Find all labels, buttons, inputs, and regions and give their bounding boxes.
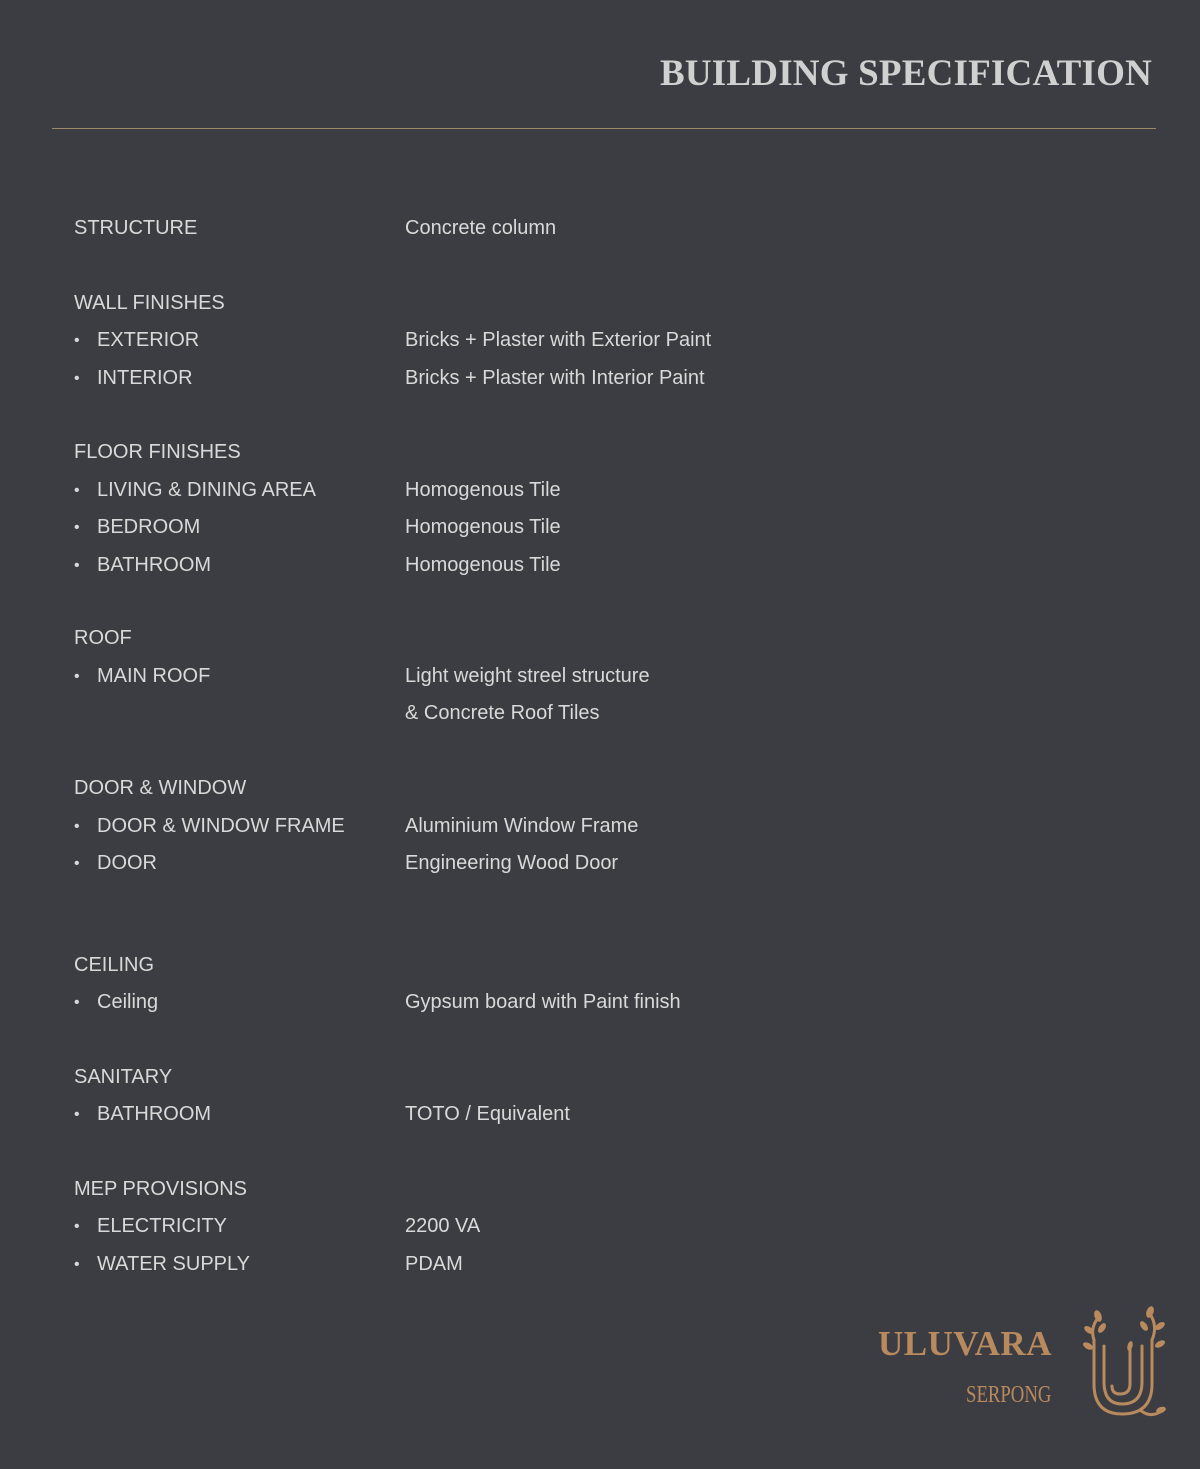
spec-value: Light weight streel structure — [405, 664, 650, 687]
spec-item — [74, 322, 1074, 360]
spec-value: Homogenous Tile — [405, 516, 561, 538]
spec-item — [74, 1208, 1074, 1246]
spec-item-label: BATHROOM — [97, 1103, 212, 1125]
section-floor-finishes — [74, 434, 1074, 584]
spec-value: Gypsum board with Paint finish — [405, 991, 681, 1013]
bullet-icon: • — [74, 667, 80, 685]
spec-item-label: INTERIOR — [97, 366, 193, 389]
spec-item — [74, 1246, 1074, 1284]
spec-value: Concrete column — [405, 217, 557, 239]
spec-item-label: DOOR & WINDOW FRAME — [97, 814, 345, 837]
spec-value: Bricks + Plaster with Exterior Paint — [405, 329, 712, 351]
spec-value: Homogenous Tile — [405, 553, 561, 576]
spec-item — [74, 845, 1074, 883]
spec-item-label: BATHROOM — [97, 553, 212, 576]
spec-item — [74, 1096, 1074, 1134]
bullet-icon: • — [74, 556, 80, 574]
section-heading: DOOR & WINDOW — [74, 777, 247, 799]
spec-value-line2: & Concrete Roof Tiles — [405, 702, 600, 724]
section-ceiling — [74, 947, 1074, 1022]
section-heading-row — [74, 620, 1074, 658]
section-heading: MEP PROVISIONS — [74, 1177, 248, 1200]
spec-item — [74, 984, 1074, 1022]
section-heading-row — [74, 947, 1074, 985]
section-heading-row — [74, 434, 1074, 472]
section-heading-row — [74, 1171, 1074, 1209]
bullet-icon: • — [74, 817, 80, 835]
section-door-window — [74, 770, 1074, 883]
spec-value: TOTO / Equivalent — [405, 1103, 570, 1125]
spec-item — [74, 658, 1074, 696]
spec-item-continuation — [74, 695, 1074, 733]
section-heading: WALL FINISHES — [74, 291, 225, 314]
section-wall-finishes — [74, 285, 1074, 398]
spec-value: PDAM — [405, 1252, 463, 1275]
spec-item — [74, 472, 1074, 510]
bullet-icon: • — [74, 1106, 80, 1123]
section-heading-row — [74, 770, 1074, 808]
spec-item-label: Ceiling — [97, 991, 159, 1013]
section-sanitary — [74, 1059, 1074, 1134]
bullet-icon: • — [74, 1218, 80, 1235]
bullet-icon: • — [74, 519, 80, 536]
spec-item — [74, 509, 1074, 547]
section-heading-row — [74, 285, 1074, 323]
brand-name: ULUVARA — [878, 1324, 1052, 1363]
section-heading-row — [74, 210, 1074, 248]
section-heading-row — [74, 1059, 1074, 1097]
section-heading: STRUCTURE — [74, 217, 198, 239]
bullet-icon: • — [74, 332, 80, 349]
spec-item-label: MAIN ROOF — [97, 664, 211, 687]
spec-value: Aluminium Window Frame — [405, 814, 639, 837]
spec-value: Bricks + Plaster with Interior Paint — [405, 366, 705, 389]
spec-item-label: WATER SUPPLY — [97, 1252, 250, 1275]
uluvara-tree-u-logo-icon — [1082, 1306, 1166, 1422]
spec-item — [74, 808, 1074, 846]
bullet-icon: • — [74, 481, 80, 499]
section-heading: FLOOR FINISHES — [74, 441, 241, 463]
spec-value: 2200 VA — [405, 1215, 481, 1237]
bullet-icon: • — [74, 369, 80, 387]
spec-item — [74, 360, 1074, 398]
section-mep-provisions — [74, 1171, 1074, 1284]
spec-item-label: EXTERIOR — [97, 329, 200, 351]
spec-item-label: BEDROOM — [97, 516, 201, 538]
section-heading: SANITARY — [74, 1065, 173, 1088]
brand-subtitle: SERPONG — [965, 1382, 1051, 1408]
brand-logo — [872, 1300, 1172, 1430]
section-structure — [74, 210, 1074, 248]
section-heading: CEILING — [74, 953, 155, 976]
spec-item — [74, 547, 1074, 585]
spec-value: Homogenous Tile — [405, 478, 561, 501]
spec-item-label: DOOR — [97, 852, 157, 874]
bullet-icon: • — [74, 994, 80, 1011]
bullet-icon: • — [74, 855, 80, 872]
spec-item-label: ELECTRICITY — [97, 1215, 228, 1237]
spec-item-label: LIVING & DINING AREA — [97, 478, 316, 501]
spec-value: Engineering Wood Door — [405, 852, 619, 874]
page-title: BUILDING SPECIFICATION — [660, 53, 1152, 94]
title-divider — [52, 128, 1156, 129]
section-roof — [74, 620, 1074, 733]
section-heading: ROOF — [74, 627, 132, 649]
bullet-icon: • — [74, 1255, 80, 1273]
